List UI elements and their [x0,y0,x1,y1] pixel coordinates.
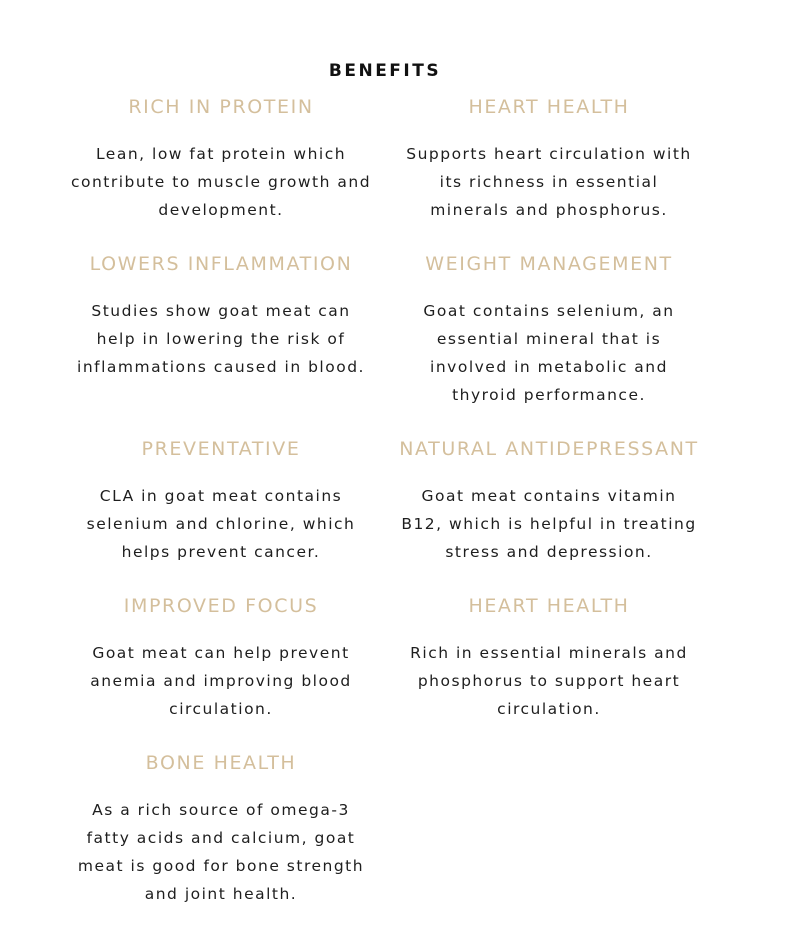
benefit-text: Goat contains selenium, an essential mineral that is involved in metabolic and thyroid performance. [423,302,675,404]
benefit-card-weight-management [384,253,714,409]
benefit-text: As a rich source of omega-3 fatty acids and calcium, goat meat is good for bone strength and joint health. [77,801,365,903]
benefit-title: LOWERS INFLAMMATION [89,253,353,275]
benefit-card-rich-in-protein [56,96,386,224]
benefit-title: NATURAL ANTIDEPRESSANT [399,438,699,460]
benefit-title: HEART HEALTH [468,595,630,617]
benefit-card-heart-health [384,96,714,224]
benefit-text: Goat meat can help prevent anemia and improving blood circulation. [90,644,352,718]
benefit-card-heart-health-2 [384,595,714,723]
benefit-card-lowers-inflammation [56,253,386,381]
benefit-text: CLA in goat meat contains selenium and chlorine, which helps prevent cancer. [86,487,356,561]
benefit-card-bone-health [56,752,386,908]
benefit-text: Lean, low fat protein which contribute to muscle growth and development. [70,145,372,219]
section-title: BENEFITS [328,61,442,82]
benefit-card-natural-antidepressant [384,438,714,566]
benefit-title: IMPROVED FOCUS [123,595,319,617]
benefit-text: Rich in essential minerals and phosphorus to support heart circulation. [410,644,688,718]
benefit-title: WEIGHT MANAGEMENT [425,253,673,275]
benefit-text: Studies show goat meat can help in lowering the risk of inflammations caused in blood. [77,302,365,376]
benefit-text: Goat meat contains vitamin B12, which is helpful in treating stress and depression. [401,487,697,561]
benefit-title: BONE HEALTH [145,752,297,774]
benefit-card-improved-focus [56,595,386,723]
benefit-title: HEART HEALTH [468,96,630,118]
benefit-title: PREVENTATIVE [141,438,301,460]
benefit-card-preventative [56,438,386,566]
benefit-title: RICH IN PROTEIN [128,96,314,118]
benefit-text: Supports heart circulation with its richness in essential minerals and phosphorus. [406,145,692,219]
